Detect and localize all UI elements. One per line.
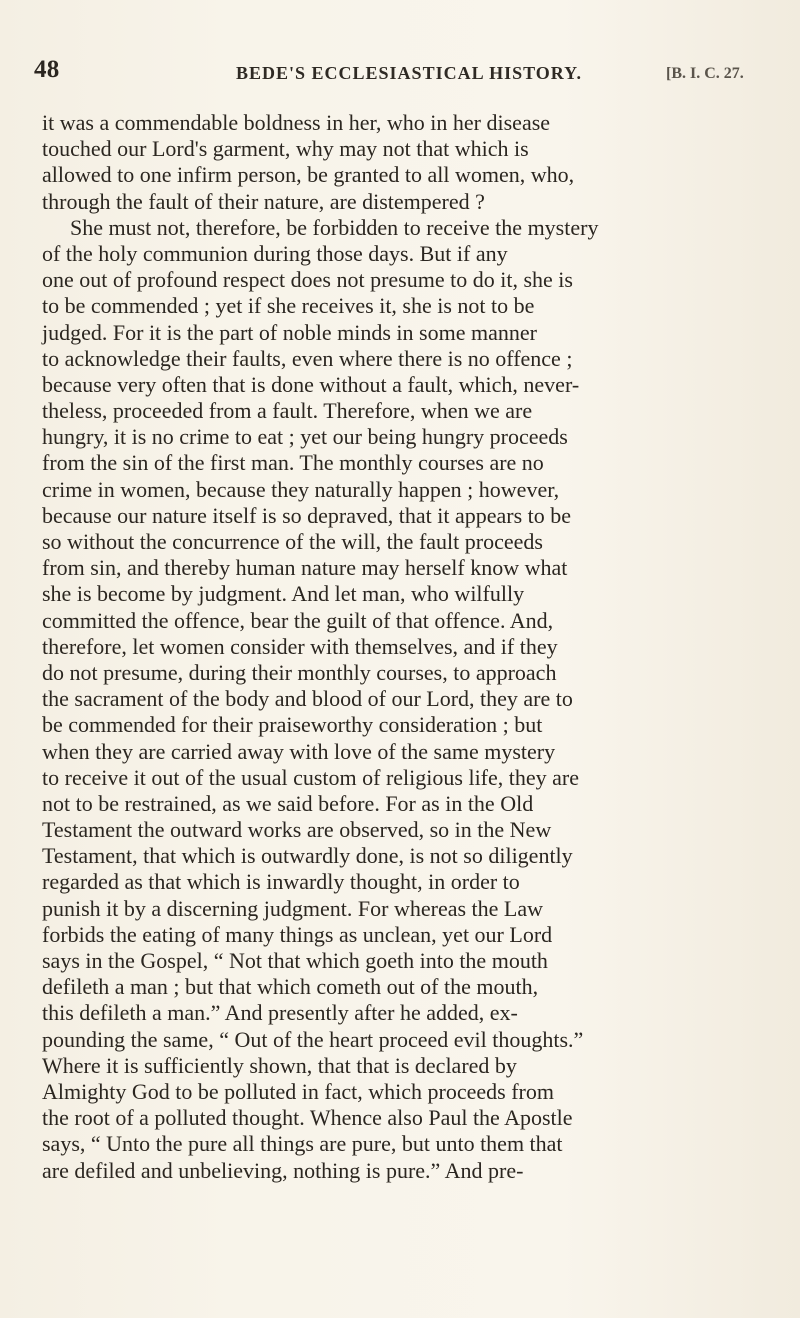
text-line: pounding the same, “ Out of the heart proceed evil thoughts.”	[42, 1026, 584, 1052]
text-line: Testament the outward works are observed, so in the New	[42, 817, 552, 843]
text-line: it was a commendable boldness in her, who in her disease	[42, 110, 551, 135]
page-header	[0, 56, 800, 90]
text-line: judged. For it is the part of noble minds in some manner	[42, 319, 537, 345]
text-line: this defileth a man.” And presently after he added, ex-	[42, 1000, 518, 1026]
text-line: the root of a polluted thought. Whence also Paul the Apostle	[42, 1105, 573, 1131]
text-line: to receive it out of the usual custom of religious life, they are	[42, 764, 580, 790]
text-line: Almighty God to be polluted in fact, which proceeds from	[42, 1078, 554, 1104]
text-line: forbids the eating of many things as unclean, yet our Lord	[42, 921, 553, 947]
text-line: hungry, it is no crime to eat ; yet our being hungry proceeds	[42, 424, 568, 450]
text-line: from sin, and thereby human nature may herself know what	[42, 555, 568, 581]
text-line: not to be restrained, as we said before. For as in the Old	[42, 790, 534, 816]
text-line: because our nature itself is so depraved, that it appears to be	[42, 502, 572, 528]
text-line: to acknowledge their faults, even where there is no offence ;	[42, 345, 573, 371]
text-line: says in the Gospel, “ Not that which goeth into the mouth	[42, 948, 548, 973]
text-line: touched our Lord's garment, why may not that which is	[42, 136, 529, 162]
body-text	[42, 110, 782, 1184]
text-line: regarded as that which is inwardly thought, in order to	[42, 869, 520, 895]
text-line: when they are carried away with love of the same mystery	[42, 738, 556, 764]
text-line: do not presume, during their monthly courses, to approach	[42, 659, 557, 685]
text-line: theless, proceeded from a fault. Therefore, when we are	[42, 398, 533, 424]
text-line: one out of profound respect does not presume to do it, she is	[42, 267, 573, 293]
running-head: BEDE'S ECCLESIASTICAL HISTORY.	[236, 63, 583, 83]
text-line: to be commended ; yet if she receives it, she is not to be	[42, 293, 535, 319]
text-line: says, “ Unto the pure all things are pure, but unto them that	[42, 1131, 563, 1157]
text-line: crime in women, because they naturally happen ; however,	[42, 476, 560, 502]
text-line: because very often that is done without a fault, which, never-	[42, 371, 580, 397]
text-line: committed the offence, bear the guilt of that offence. And,	[42, 607, 554, 633]
text-line: defileth a man ; but that which cometh out of the mouth,	[42, 974, 539, 1000]
text-line: of the holy communion during those days. But if any	[42, 240, 508, 266]
text-line: be commended for their praiseworthy consideration ; but	[42, 712, 543, 738]
text-line: the sacrament of the body and blood of our Lord, they are to	[42, 686, 573, 712]
text-line: punish it by a discerning judgment. For whereas the Law	[42, 895, 544, 921]
text-line: Where it is sufficiently shown, that that is declared by	[42, 1052, 517, 1078]
text-line: through the fault of their nature, are distempered ?	[42, 188, 485, 214]
text-line: Testament, that which is outwardly done, is not so diligently	[42, 843, 573, 869]
section-marker: [B. I. C. 27.	[666, 65, 744, 82]
page-number: 48	[34, 56, 60, 83]
text-line: allowed to one infirm person, be granted to all women, who,	[42, 162, 575, 188]
text-line: so without the concurrence of the will, the fault proceeds	[42, 529, 543, 554]
text-line: she is become by judgment. And let man, who wilfully	[42, 581, 525, 607]
text-line: therefore, let women consider with themselves, and if they	[42, 633, 558, 659]
text-line: from the sin of the first man. The monthly courses are no	[42, 450, 544, 476]
text-line: are defiled and unbelieving, nothing is pure.” And pre-	[42, 1157, 524, 1183]
text-line: She must not, therefore, be forbidden to receive the mystery	[70, 214, 599, 240]
